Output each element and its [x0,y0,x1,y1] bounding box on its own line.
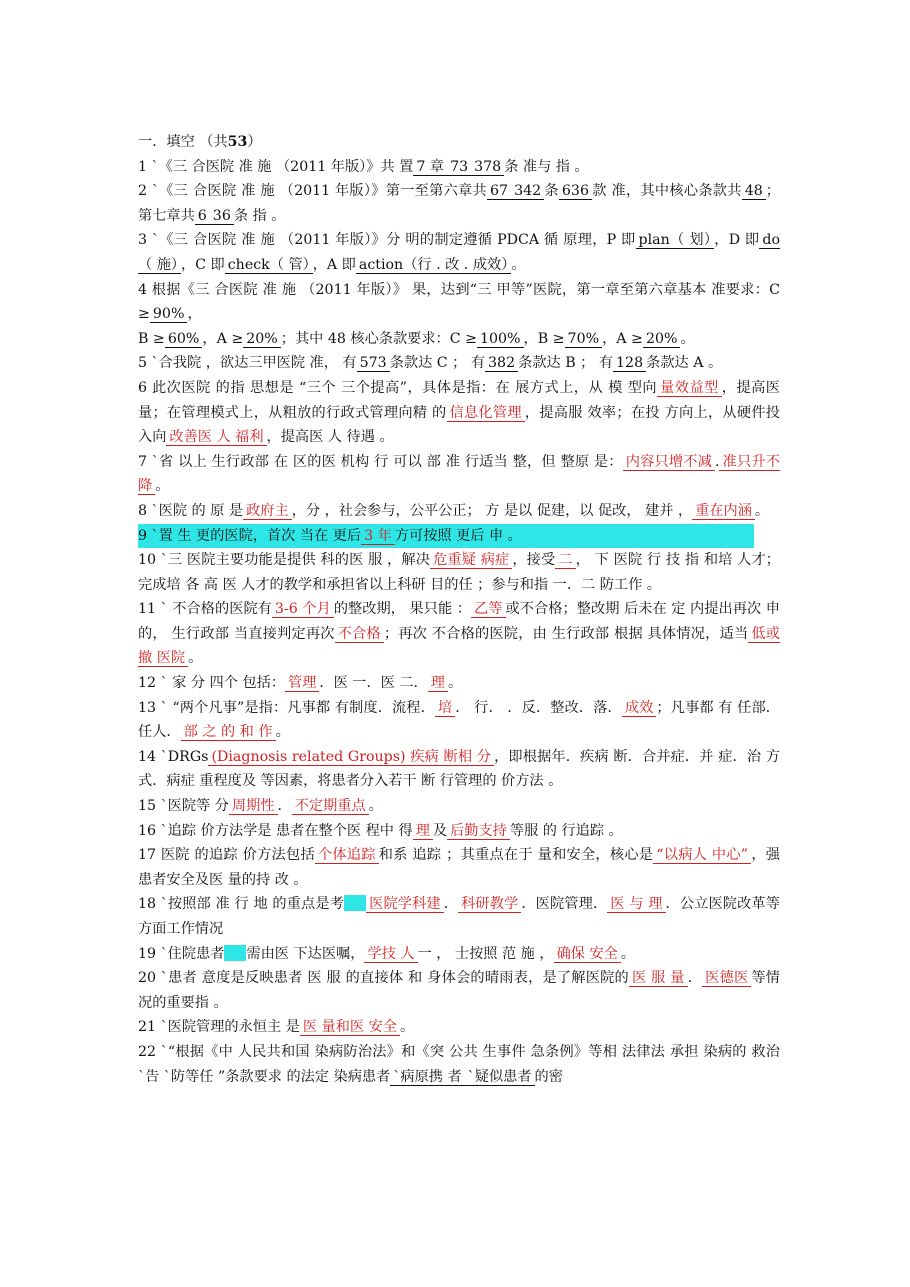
question-5 [138,351,780,376]
answer-red: 理 [413,823,433,840]
section-title [138,130,780,155]
answer-red: 医 与 理 [607,896,665,913]
text-span: 18 `按照部 准 行 地 的重点是考 [138,896,344,913]
answer-red: 改善医 人 福利 [166,429,266,446]
text-span: ，B ≥ [523,330,565,347]
answer-blank: 6 [195,208,210,225]
text-span: 的整改期， 果只能 ： [333,601,472,618]
text-span: ． [277,798,292,815]
answer-red: 培 [435,700,455,717]
answer-blank: 36 [210,208,234,225]
answer-red: 管理 [285,675,319,692]
text-span: ， 下 医院 行 技 指 和培 人才；完成培 各 高 医 人才的教学和承担省以上科研 目的任 ；参与和指 一．二 防工作 。 [138,552,780,593]
answer-red: 3 年 [361,528,395,545]
text-span: ，A ≥ [602,330,643,347]
text-span: 需由医 下达医嘱， [246,945,365,962]
answer-red: 不定期重点 [292,798,369,815]
text-span: 8 `医院 的 原 是 [138,502,244,519]
text-span: 条 指 。 [233,207,286,224]
answer-blank: do（ 施） [138,232,780,273]
text-span: 条款达 C ； 有 [389,355,486,372]
answer-red: 低或撤 医院 [138,625,780,667]
answer-red: 医院学科建 [366,896,444,913]
text-span: ；第七章共 [138,183,780,224]
answer-red: 医德医 [702,970,751,987]
answer-red: (Diagnosis related Groups) 疾病 断相 分 [208,749,494,766]
question-10 [138,548,780,597]
text-span: 4 根据《三 合医院 准 施 （2011 年版）》 果，达到“三 甲等”医院，第一章至第六章基本 准要求：C ≥ [138,281,780,323]
question-2 [138,179,780,228]
answer-red: 准只升不降 [138,453,780,495]
text-span: 13 ` “两个凡事”是指：凡事都 有制度．流程． [138,699,435,716]
text-span: ） [247,134,262,150]
answer-red: 周期性 [229,798,278,815]
text-span: 条款达 B ； 有 [518,355,614,372]
answer-blank: 100% [477,331,524,348]
text-span: 等服 的 行追踪 。 [509,822,623,839]
question-4 [138,278,780,327]
text-span: ，A ≥ [202,330,244,347]
text-span: 条 准与 指 。 [504,158,589,175]
text-span: ．医院管理． [521,896,608,913]
question-16 [138,819,780,844]
text-span: ，A 即 [312,256,356,273]
answer-blank: 636 [559,183,592,200]
question-11 [138,597,780,671]
answer-red: 部 之 的 和 作 [181,724,276,741]
text-span: ， [187,306,202,323]
text-span: 及 [432,822,448,839]
answer-red: 不合格 [335,626,384,643]
text-span: 16 `追踪 价方法学是 患者在整个医 程中 得 [138,822,413,839]
text-span: ，提高医 人 待遇 。 [266,429,394,446]
text-span: 。 [188,650,203,667]
text-span: 12 ` 家 分 四个 包括： [138,675,286,692]
text-span: ．公立医院改革等方面工作情况 [138,896,780,937]
question-17 [138,843,780,892]
text-span: 15 `医院等 分 [138,798,229,815]
text-span: 。 [368,798,383,815]
text-span: 1 `《三 合医院 准 施 （2011 年版）》共 置 [138,158,414,175]
text-span: ，C 即 [180,256,225,273]
text-span: 。 [155,478,170,495]
answer-blank: 70% [565,331,603,348]
question-4-continued [138,327,780,352]
question-7 [138,450,780,499]
question-8 [138,499,780,524]
answer-blank: check（ 管） [225,257,313,274]
text-span: ． [687,970,703,987]
answer-blank: 48 [742,183,766,200]
answer-blank: 7 章 [413,159,447,176]
answer-blank: `疑似患者 [465,1069,535,1086]
text-span: 14 `DRGs [138,748,209,765]
text-span: ，接受 [512,552,556,569]
answer-blank: `病原携 者 [390,1069,464,1086]
question-1 [138,155,780,180]
answer-blank: 573 [357,355,390,372]
text-span: ；凡事都 有 任部． 任人． [138,699,780,741]
text-span: 和系 追踪 ；其重点在于 量和安全，核心是 [378,847,654,864]
answer-blank: plan（ 划） [636,232,715,249]
answer-blank: 382 [485,355,518,372]
text-span: 17 医院 的追踪 价方法包括 [138,847,315,864]
answer-blank: action（行 . 改 . 成效） [356,257,511,274]
text-span: 等情况的重要指 。 [138,970,780,1011]
highlighted-line [138,524,754,549]
text-span: ，分 ，社会参与，公平公正； 方 是以 促建，以 促改， 建并 ， [291,502,693,519]
answer-red: 医 服 量 [629,970,688,987]
text-span: ；再次 不合格的医院，由 生行政部 根据 具体情况，适当 [383,625,749,642]
text-span: 方可按照 更后 申 。 [394,527,522,544]
highlight-mark [224,945,246,961]
text-span: 9 `置 生 更的医院，首次 当在 更后 [138,527,362,544]
text-span: 。 [400,1019,415,1036]
text-span: 7 `省 以上 生行政部 在 区的医 机构 行 可以 部 准 行适当 整，但 整原 是： [138,453,623,470]
text-span: ，提高服 效率；在投 方向上，从硬件投入向 [138,404,780,446]
answer-blank: 342 [511,183,544,200]
text-span: 22 `“根据《中 人民共和国 染病防治法》和《突 公共 生事件 急条例》等相 法律法 承担 染病的 救治 `告 `防等任 ”条款要求 的法定 染病患者 [138,1043,780,1085]
text-span: 条 [544,183,559,200]
question-12 [138,671,780,696]
answer-blank: 73 [447,159,471,176]
question-19 [138,942,780,967]
answer-red: 危重疑 病症 [430,552,512,569]
question-9 [138,524,780,549]
text-span: 21 `医院管理的永恒主 是 [138,1019,300,1036]
text-span: 。 [275,724,290,741]
text-span: ．医 一．医 二． [319,675,428,692]
text-span: 20 `患者 意度是反映患者 医 服 的直接体 和 身体会的晴雨表，是了解医院的 [138,970,629,987]
text-span: 。 [754,502,770,519]
text-span: 19 `住院患者 [138,945,225,962]
text-span: 或不合格；整改期 后未在 定 内提出再次 申 的， 生行政部 当直接判定再次 [138,601,780,642]
answer-red: 学技 人 [364,946,417,963]
answer-red: 个体追踪 [315,847,379,864]
answer-blank: 378 [471,159,504,176]
answer-red: 重在内涵 [692,503,755,520]
text-span: ． 行． ．反．整改．落． [455,699,622,716]
text-span: 。 [511,256,526,273]
answer-red: 内容只增不减 [623,454,715,471]
answer-red: 乙等 [471,601,505,618]
text-span: 。 [680,330,695,347]
text-span: ，提高医 量；在管理模式上，从粗放的行政式管理向精 的 [138,379,780,421]
text-span: 。 [447,675,463,692]
text-span: 10 `三 医院主要功能是提供 科的医 服 ，解决 [138,552,431,569]
text-span: 的密 [534,1068,563,1085]
answer-red: 量效益型 [657,380,722,397]
text-span: ，即根据年．疾病 断．合并症．并 症．治 方式．病症 重程度及 等因素，将患者分入若干 断 行管理的 价方法 。 [138,748,781,790]
text-span: 一．填空 （共 [138,134,228,150]
answer-red: “以病人 中心” [653,847,751,864]
question-15 [138,794,780,819]
question-14 [138,745,780,794]
text-span: . [714,453,720,470]
question-22 [138,1040,780,1089]
text-span: 一 ， 士按照 范 施 ， [417,945,554,962]
text-span: 6 此次医院 的指 思想是 “三个 三个提高”，具体是指：在 展方式上，从 模 型向 [138,379,658,396]
text-span: B ≥ [138,330,165,347]
answer-blank: 60% [165,331,203,348]
text-span: ；其中 48 核心条款要求：C ≥ [280,330,477,347]
text-span: 款 准，其中核心条款共 [592,183,742,200]
question-18 [138,892,780,941]
text-span: 53 [227,134,248,150]
answer-red: 后勤支持 [447,823,510,840]
text-span: ，强 患者安全及医 量的持 改 。 [138,847,780,888]
answer-red: 3-6 个月 [272,601,334,618]
answer-red: 政府主 [243,503,292,520]
text-span: 11 ` 不合格的医院有 [138,601,272,618]
question-3 [138,228,780,277]
text-span: 3 `《三 合医院 准 施 （2011 年版）》分 明的制定遵循 PDCA 循 原理，P 即 [138,232,636,249]
answer-red: 信息化管理 [447,405,525,422]
answer-blank: 20% [243,331,281,348]
question-21 [138,1015,780,1040]
answer-blank: 128 [613,355,646,372]
answer-red: 理 [428,675,448,692]
text-span: ，D 即 [714,232,760,249]
text-span: ． [443,896,459,913]
text-span: 2 `《三 合医院 准 施 （2011 年版）》第一至第六章共 [138,183,487,200]
question-13 [138,696,780,745]
answer-red: 医 量和医 安全 [300,1019,400,1036]
answer-blank: 67 [487,183,511,200]
text-span: 。 [620,945,636,962]
question-20 [138,966,780,1015]
answer-red: 二 [555,552,575,569]
question-6 [138,376,780,450]
text-span: 5 `合我院 ，欲达三甲医院 准， 有 [138,355,357,372]
highlight-mark [344,895,366,911]
answer-red: 确保 安全 [554,946,621,963]
answer-red: 成效 [622,700,657,717]
answer-blank: 20% [643,331,681,348]
answer-red: 科研教学 [458,896,521,913]
answer-blank: 90% [150,306,188,323]
text-span: 条款达 A 。 [646,355,723,372]
